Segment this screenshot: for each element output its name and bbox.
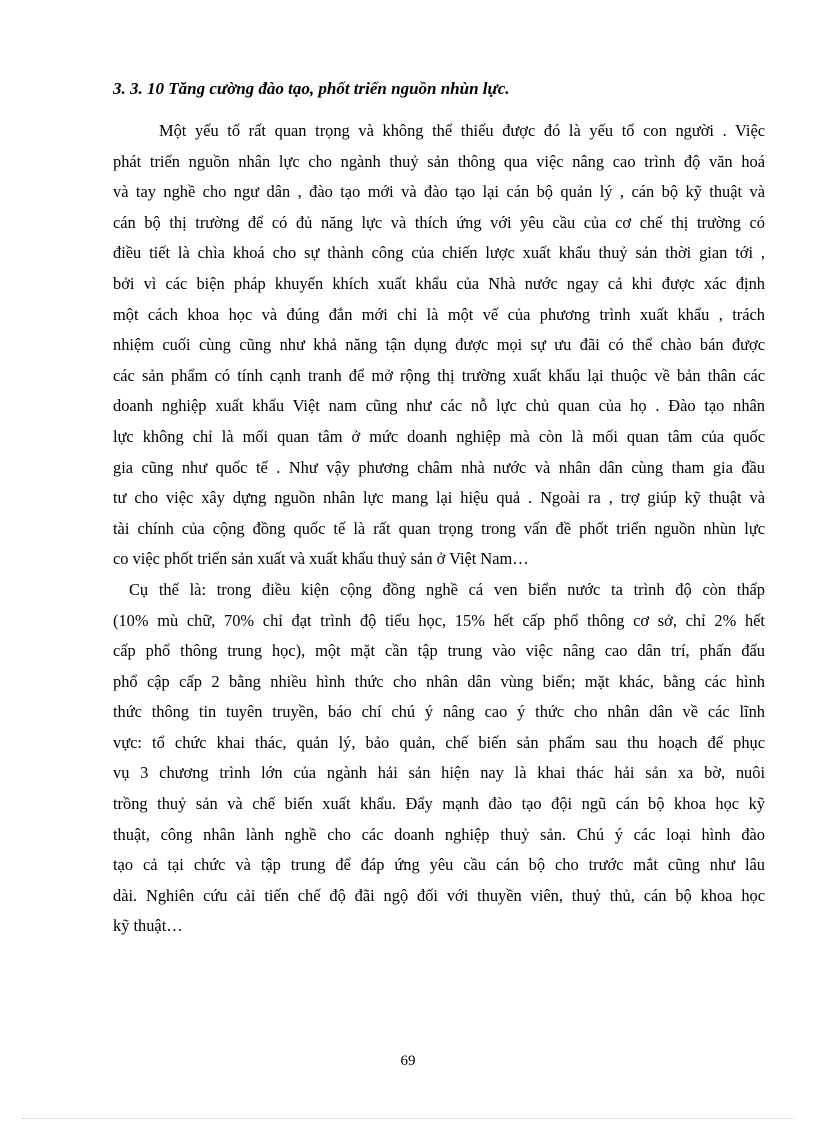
text-line: kỹ thuật…	[113, 916, 183, 936]
text-line: (10% mù chữ, 70% chỉ đạt trình độ tiểu học, 15% hết cấp phổ thông cơ sở, chỉ 2% hết	[113, 610, 765, 630]
text-line: gia cũng như quốc tế . Như vậy phương châm nhà nước và nhân dân cùng tham gia đầu	[113, 457, 765, 477]
paragraph-2	[113, 575, 765, 942]
text-line: tạo cả tại chức và tập trung để đáp ứng yêu cầu cán bộ cho trước mắt cũng như lâu	[113, 855, 765, 875]
page-number: 69	[400, 1053, 416, 1069]
text-line: vực: tổ chức khai thác, quản lý, bảo quản, chế biến sản phẩm sau thu hoạch để phục	[113, 732, 765, 752]
text-line: lực không chỉ là mối quan tâm ở mức doanh nghiệp mà còn là mối quan tâm của quốc	[113, 426, 765, 446]
text-line: phát triển nguồn nhân lực cho ngành thuỷ sản thông qua việc nâng cao trình độ văn hoá	[113, 151, 765, 171]
text-line: cấp phổ thông trung học), một mặt cần tập trung vào việc nâng cao dân trí, phấn đấu	[113, 641, 765, 661]
text-line: Cụ thể là: trong điều kiện cộng đồng nghề cá ven biển nước ta trình độ còn thấp	[129, 579, 765, 599]
body-text	[113, 116, 765, 942]
section-heading: 3. 3. 10 Tăng cường đào tạo, phốt triển nguồn nhùn lực.	[113, 79, 510, 98]
text-line: trồng thuỷ sản và chế biến xuất khẩu. Đẩy mạnh đào tạo đội ngũ cán bộ khoa học kỹ	[113, 794, 765, 814]
text-line: bởi vì các biện pháp khuyến khích xuất khẩu của Nhà nước ngay cả khi được xác định	[113, 273, 765, 293]
paragraph-1	[113, 116, 765, 575]
text-line: vụ 3 chương trình lớn của ngành hải sản hiện nay là khai thác hải sản xa bờ, nuôi	[113, 763, 765, 783]
text-line: tài chính của cộng đồng quốc tế là rất quan trọng trong vấn đề phốt triển nguồn nhùn lực	[113, 518, 765, 538]
text-line: thuật, công nhân lành nghề cho các doanh nghiệp thuỷ sản. Chú ý các loại hình đào	[113, 824, 765, 844]
page-bottom-divider	[22, 1118, 794, 1119]
text-line: và tay nghề cho ngư dân , đào tạo mới và đào tạo lại cán bộ quản lý , cán bộ kỹ thuật và	[113, 182, 765, 202]
text-line: tư cho việc xây dựng nguồn nhân lực mang lại hiệu quả . Ngoài ra , trợ giúp kỹ thuật và	[113, 488, 765, 508]
text-line: thức thông tin tuyên truyền, báo chí chú ý nâng cao ý thức cho nhân dân về các lĩnh	[113, 702, 765, 722]
text-line: một cách khoa học và đúng đắn mới chỉ là một vế của phương trình xuất khẩu , trách	[113, 304, 765, 324]
text-line: co việc phốt triển sản xuất và xuất khẩu thuỷ sản ở Việt Nam…	[113, 549, 529, 569]
text-line: các sản phẩm có tính cạnh tranh để mở rộng thị trường xuất khẩu lại thuộc về bản thân các	[113, 365, 765, 385]
text-line: Một yếu tố rất quan trọng và không thể thiếu được đó là yếu tố con người . Việc	[159, 121, 765, 140]
text-line: dài. Nghiên cứu cải tiến chế độ đãi ngộ đối với thuyền viên, thuỷ thủ, cán bộ khoa học	[113, 885, 765, 905]
text-line: doanh nghiệp xuất khẩu Việt nam cũng như các nỗ lực chủ quan của họ . Đào tạo nhân	[113, 396, 765, 416]
text-line: phổ cập cấp 2 bằng nhiều hình thức cho nhân dân vùng biển; mặt khác, bằng các hình	[113, 671, 765, 691]
text-line: điều tiết là chìa khoá cho sự thành công của chiến lược xuất khẩu thuỷ sản thời gian tới ,	[113, 243, 765, 263]
text-line: cán bộ thị trường để có đủ năng lực và thích ứng với yêu cầu của cơ chế thị trường có	[113, 212, 765, 232]
text-line: nhiệm cuối cùng cũng như khả năng tận dụng được mọi sự ưu đãi có thể chào bán được	[113, 335, 765, 355]
